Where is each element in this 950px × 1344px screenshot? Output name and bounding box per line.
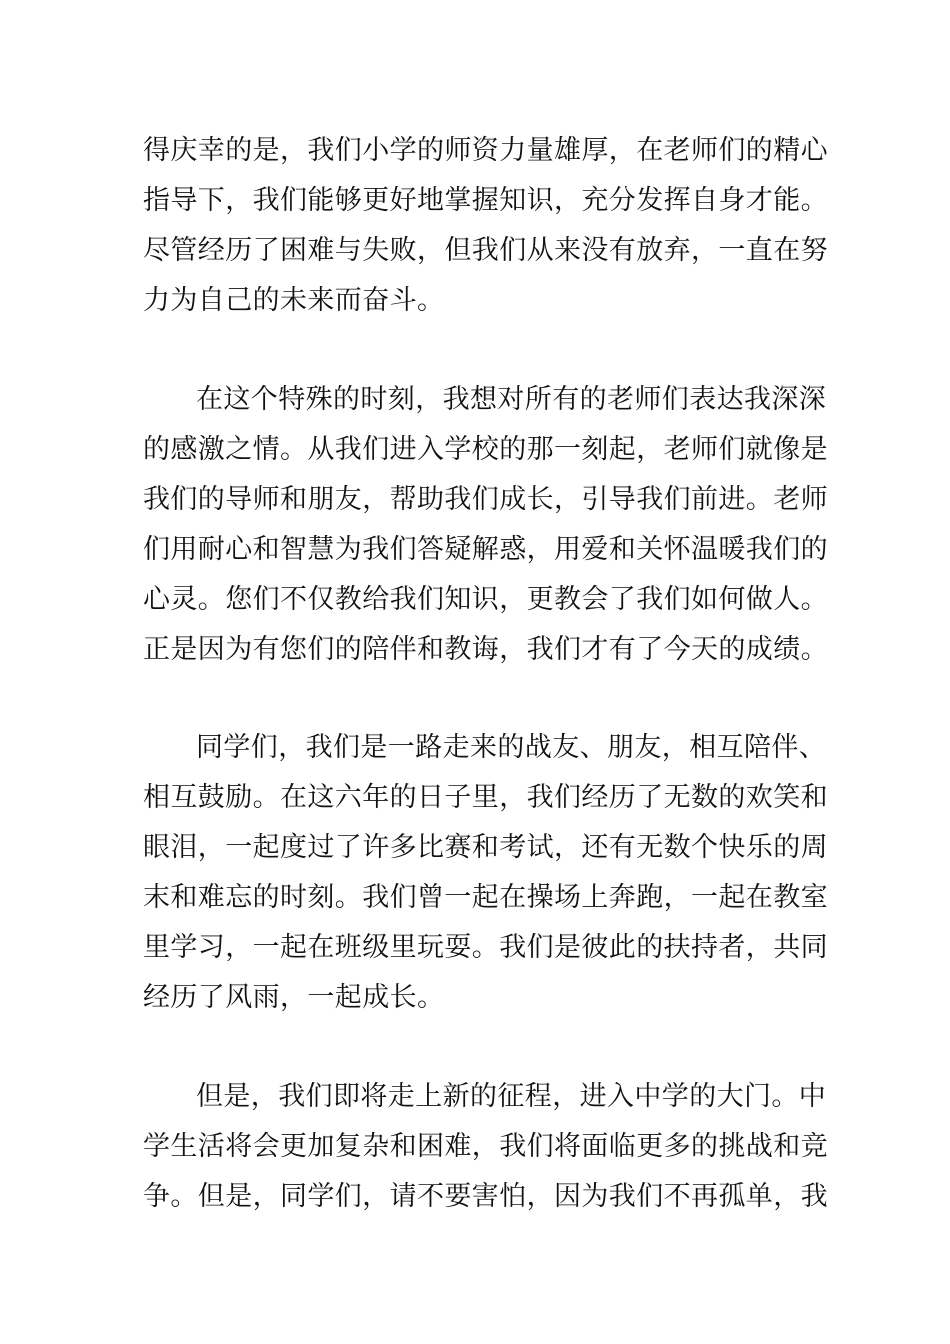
- paragraph-2-line-4: 们用耐心和智慧为我们答疑解惑，用爱和关怀温暖我们的: [143, 534, 828, 565]
- paragraph-3-line-3: 眼泪，一起度过了许多比赛和考试，还有无数个快乐的周: [143, 832, 828, 863]
- paragraph-2-line-2: 的感激之情。从我们进入学校的那一刻起，老师们就像是: [143, 434, 828, 465]
- paragraph-3-line-1: 同学们，我们是一路走来的战友、朋友，相互陪伴、: [196, 732, 827, 763]
- paragraph-2-line-3: 我们的导师和朋友，帮助我们成长，引导我们前进。老师: [143, 484, 828, 515]
- paragraph-4-line-2: 学生活将会更加复杂和困难，我们将面临更多的挑战和竞: [143, 1131, 828, 1162]
- paragraph-3-line-4: 末和难忘的时刻。我们曾一起在操场上奔跑，一起在教室: [143, 882, 828, 913]
- paragraph-3-line-6: 经历了风雨，一起成长。: [143, 982, 445, 1013]
- paragraph-2-line-6: 正是因为有您们的陪伴和教诲，我们才有了今天的成绩。: [143, 634, 828, 665]
- paragraph-2-line-1: 在这个特殊的时刻，我想对所有的老师们表达我深深: [196, 384, 827, 415]
- paragraph-4-line-1: 但是，我们即将走上新的征程，进入中学的大门。中: [196, 1081, 827, 1112]
- paragraph-3-line-5: 里学习，一起在班级里玩耍。我们是彼此的扶持者，共同: [143, 932, 828, 963]
- paragraph-3-line-2: 相互鼓励。在这六年的日子里，我们经历了无数的欢笑和: [143, 782, 828, 813]
- paragraph-2-line-5: 心灵。您们不仅教给我们知识，更教会了我们如何做人。: [143, 584, 828, 615]
- paragraph-1-line-3: 尽管经历了困难与失败，但我们从来没有放弃，一直在努: [143, 235, 828, 266]
- paragraph-1-line-4: 力为自己的未来而奋斗。: [143, 285, 445, 316]
- paragraph-1-line-1: 得庆幸的是，我们小学的师资力量雄厚，在老师们的精心: [143, 135, 828, 166]
- paragraph-1-line-2: 指导下，我们能够更好地掌握知识，充分发挥自身才能。: [143, 185, 828, 216]
- paragraph-4-line-3: 争。但是，同学们，请不要害怕，因为我们不再孤单，我: [143, 1181, 828, 1212]
